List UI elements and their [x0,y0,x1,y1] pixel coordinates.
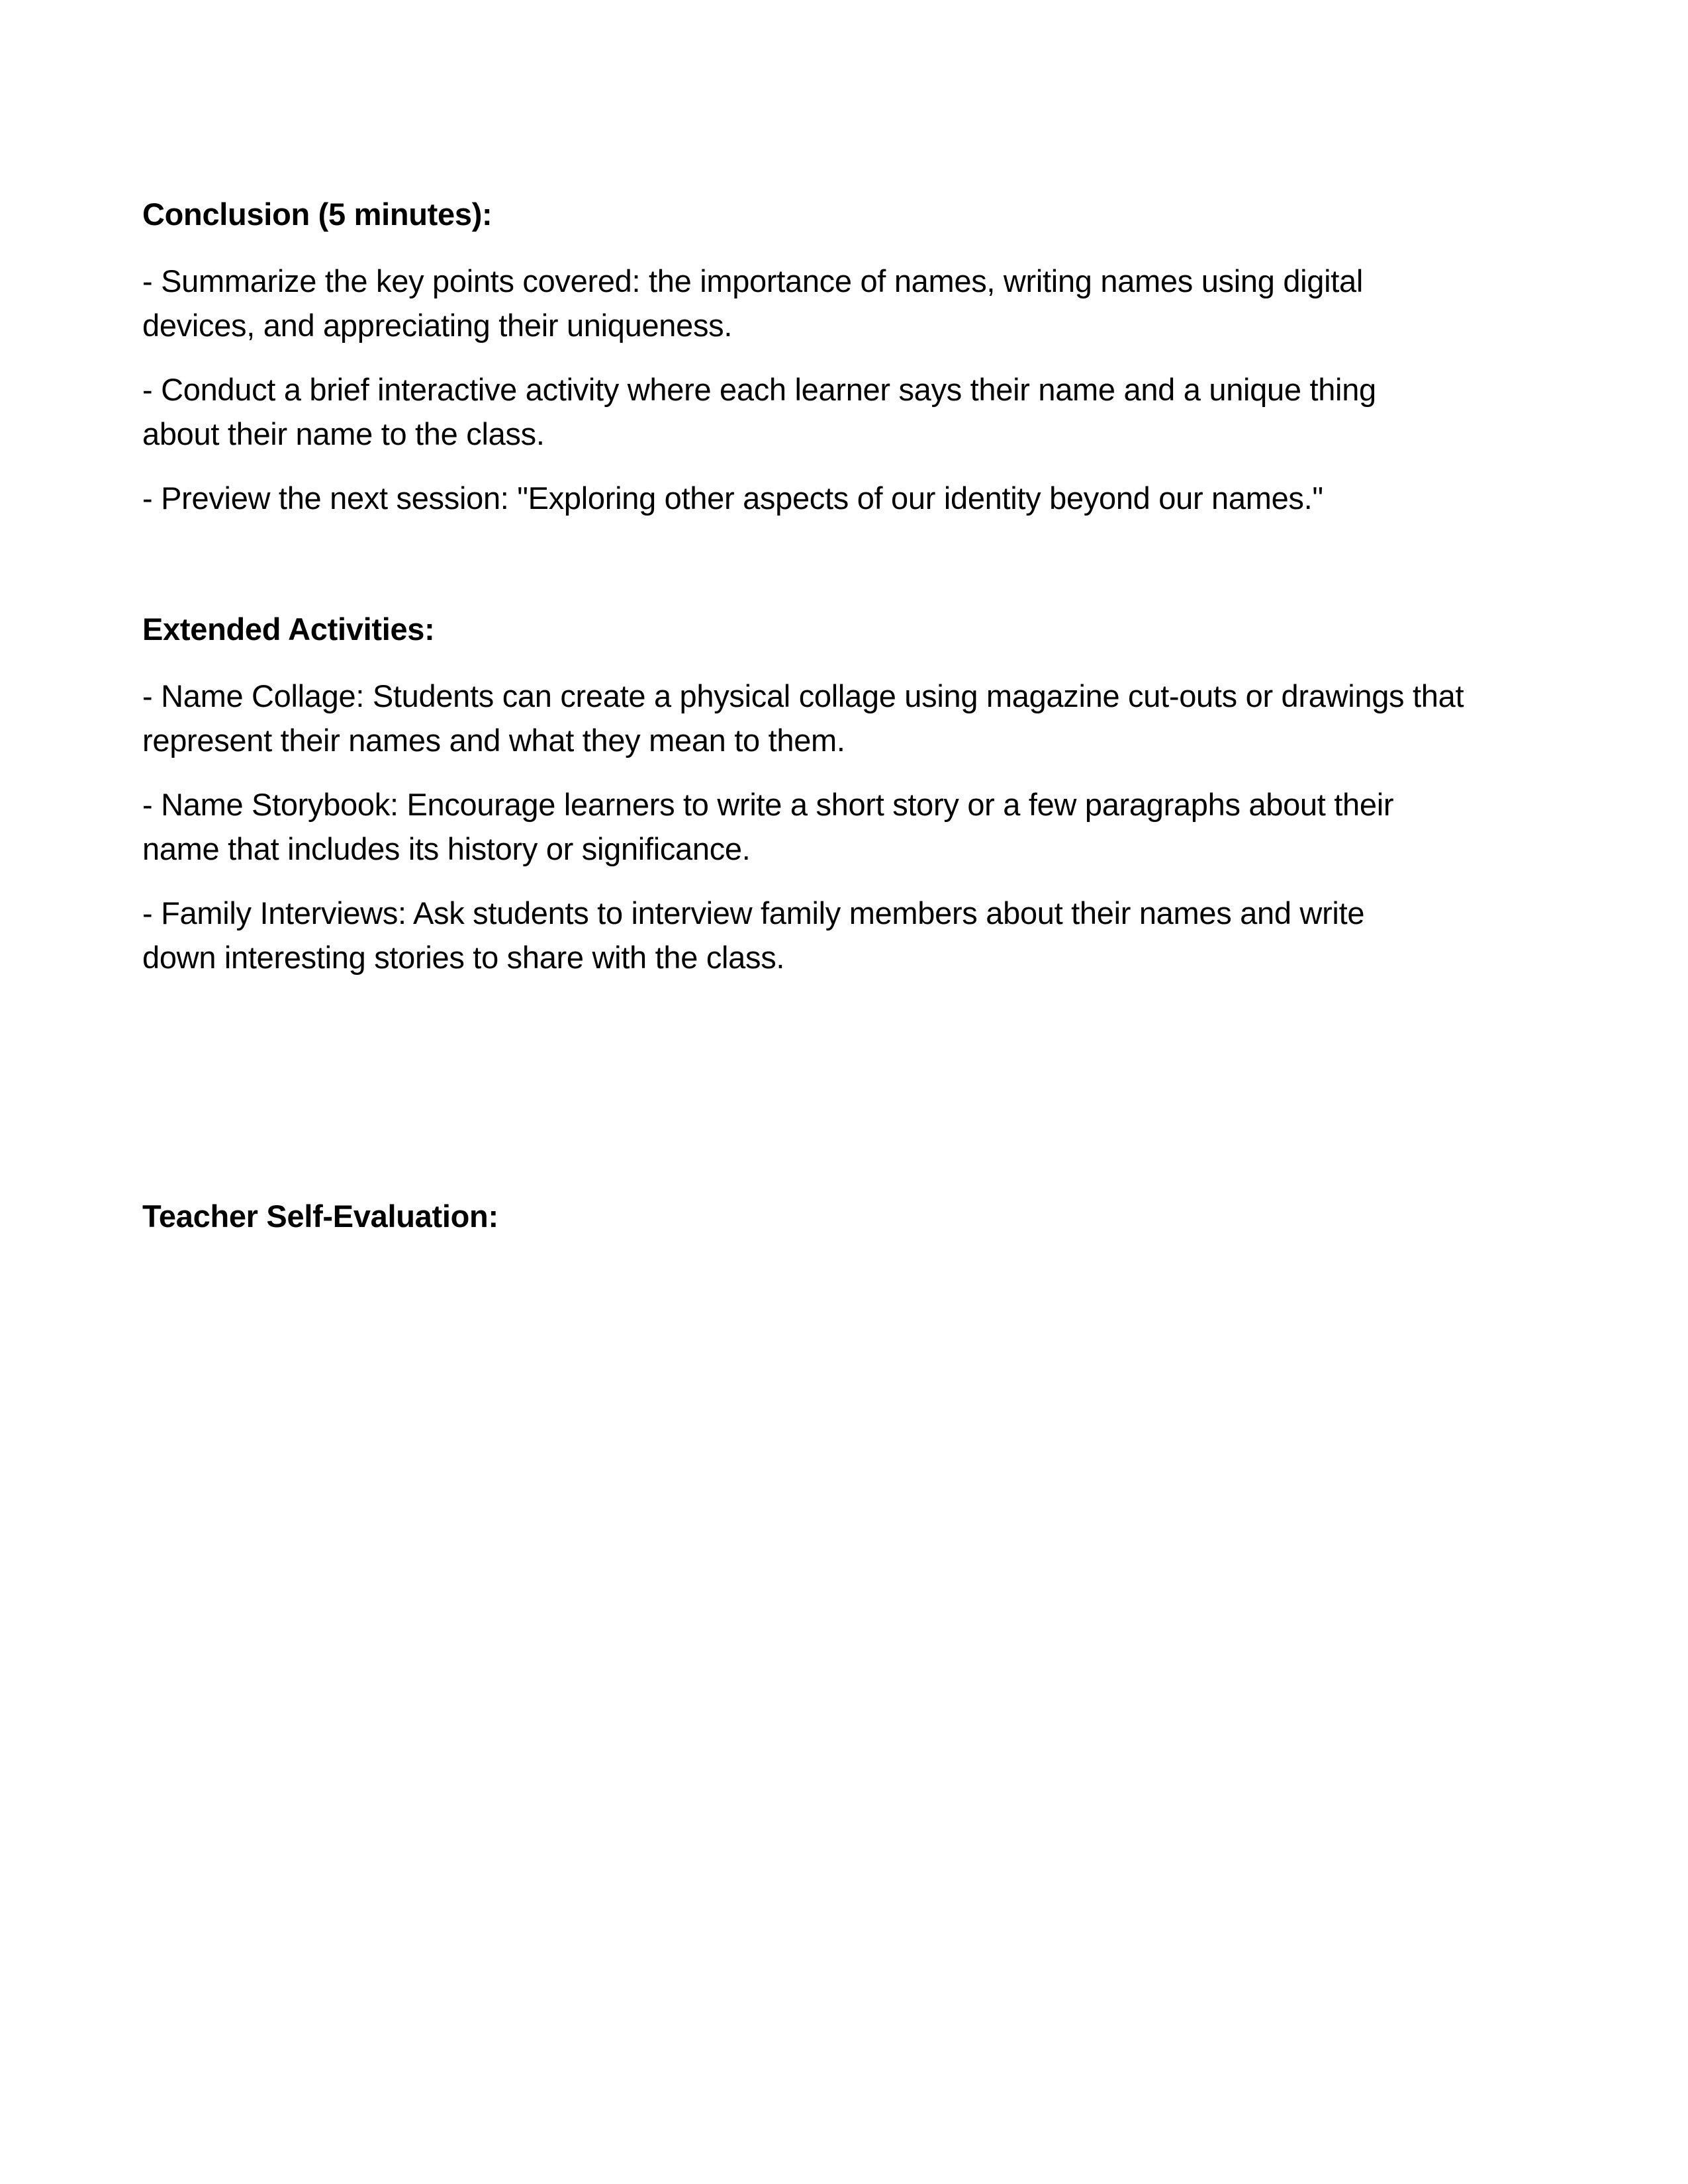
paragraph-name-collage [142,674,1566,762]
paragraph-line: - Conduct a brief interactive activity where each learner says their name and a unique thing [142,372,1376,407]
paragraph-family-interviews [142,891,1566,979]
paragraph-name-storybook [142,782,1566,871]
paragraph-line: devices, and appreciating their uniqueness. [142,308,733,343]
document-content [142,192,1566,1238]
heading-text: Teacher Self-Evaluation: [142,1199,498,1234]
paragraph-line: - Name Collage: Students can create a physical collage using magazine cut-outs or drawings that [142,678,1464,713]
paragraph-line: - Preview the next session: "Exploring other aspects of our identity beyond our names." [142,480,1323,516]
heading-teacher-self-evaluation [142,1194,1566,1238]
paragraph-line: down interesting stories to share with the class. [142,940,785,975]
paragraph-line: about their name to the class. [142,416,545,451]
heading-conclusion [142,192,1566,236]
heading-text: Conclusion (5 minutes): [142,197,492,232]
paragraph-line: - Family Interviews: Ask students to interview family members about their names and write [142,895,1365,931]
paragraph-summarize [142,259,1566,347]
paragraph-line: represent their names and what they mean to them. [142,723,845,758]
paragraph-conduct-activity [142,367,1566,456]
heading-text: Extended Activities: [142,612,435,647]
paragraph-line: name that includes its history or significance. [142,831,751,866]
paragraph-line: - Name Storybook: Encourage learners to write a short story or a few paragraphs about their [142,787,1394,822]
paragraph-preview-next-session [142,476,1566,520]
heading-extended-activities [142,607,1566,651]
paragraph-line: - Summarize the key points covered: the importance of names, writing names using digital [142,263,1364,298]
